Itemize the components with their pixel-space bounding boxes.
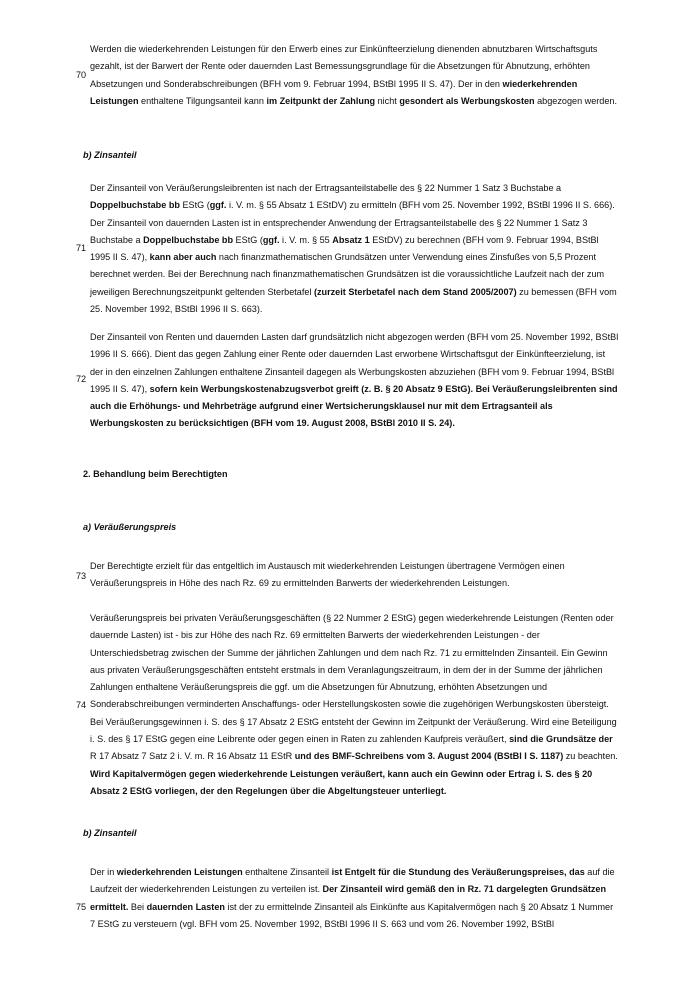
bold-text-run: Wird Kapitalvermögen gegen wiederkehrende Leistungen veräußert, kann auch ein Gewinn oder Ertrag i. S. des § 20 Absatz 2 EStG vorliegen, der den Regelungen über die Abgeltungsteuer unterliegt. — [90, 768, 593, 796]
text-run: EStG ( — [179, 200, 210, 211]
bold-text-run: Doppelbuchstabe bb — [90, 200, 180, 211]
margin-number-74: 74 — [76, 700, 87, 710]
paragraph-74 — [90, 610, 620, 800]
margin-number-75: 75 — [76, 902, 87, 912]
bold-text-run: im Zeitpunkt der Zahlung — [266, 95, 376, 106]
text-run: abgezogen werden. — [534, 95, 618, 106]
paragraph-72 — [90, 329, 620, 433]
text-run: nach finanzmathematischen Grundsätzen unter Verwendung eines Zinsfußes von 5,5 Prozent berechnet werden. Bei der Berechnung nach finanzmathematischen Grundsätzen ist die voraussichtliche Laufzeit nach der zum jeweiligen Berechnungszeitpunkt geltenden Sterbetafel — [90, 252, 605, 297]
bold-text-run: wiederkehrenden Leistungen — [90, 78, 578, 106]
bold-text-run: und des BMF-Schreibens vom 3. August 2004 (BStBl I S. 1187) — [294, 751, 564, 762]
paragraph-71 — [90, 180, 620, 318]
heading-zinsanteil-2: b) Zinsanteil — [83, 828, 137, 838]
bold-text-run: sofern kein Werbungskostenabzugsverbot greift (z. B. § 20 Absatz 9 EStG). Bei Veräußerungsleibrenten sind auch die Erhöhungs- und Mehrbeträge aufgrund einer Wertsicherungsklausel nur mit dem Ertragsanteil als Werbungskosten zu berücksichtigen (BFH vom 19. August 2008, BStBl 2010 II S. 24). — [90, 383, 618, 429]
margin-number-71: 71 — [76, 243, 87, 253]
text-run: Der in — [90, 867, 117, 877]
paragraph-70 — [90, 41, 620, 110]
text-run: ist der zu ermittelnde Zinsanteil als Einkünfte aus Kapitalvermögen nach § 20 Absatz 1 Nummer 7 EStG zu versteuern (vgl. BFH vom 25. November 1992, BStBl 1996 II S. 663 und vom 26. November 1992, BStBl — [90, 901, 614, 929]
text-run: R 17 Absatz 7 Satz 2 i. V. m. R 16 Absatz 11 EStR — [90, 751, 295, 762]
bold-text-run: dauernden Lasten — [146, 901, 225, 912]
text-run: auf die Laufzeit der wiederkehrenden Leistungen zu verteilen ist. — [90, 867, 615, 895]
text-run: enthaltene Zinsanteil — [242, 867, 332, 877]
bold-text-run: Der Zinsanteil wird gemäß den in Rz. 71 dargelegten Grundsätzen ermittelt. — [90, 884, 607, 912]
text-run: Der Berechtigte erzielt für das entgeltlich im Austausch mit wiederkehrenden Leistungen übertragene Vermögen einen Veräußerungspreis in Höhe des nach Rz. 69 zu ermittelnden Barwerts der wiederkehrenden Leistungen. — [90, 561, 565, 589]
heading-zinsanteil-1: b) Zinsanteil — [83, 150, 137, 160]
paragraph-75 — [90, 864, 620, 933]
bold-text-run: gesondert als Werbungskosten — [399, 95, 535, 106]
heading-veraeusserungspreis: a) Veräußerungspreis — [83, 522, 177, 532]
margin-number-70: 70 — [76, 70, 87, 80]
margin-number-72: 72 — [76, 374, 87, 384]
text-run: Der Zinsanteil von Renten und dauernden Lasten darf grundsätzlich nicht abgezogen werden (BFH vom 25. November 1992, BStBl 1996 II S. 666). Dient das gegen Zahlung einer Rente oder dauernden Last erworbene Wirtschaftsgut der Einkünfteerzielung, ist der in den einzelnen Zahlungen enthaltene Zinsanteil dagegen als Werbungskosten abzuziehen (BFH vom 9. Februar 1994, BStBl 1995 II S. 47), — [90, 332, 619, 394]
bold-text-run: ggf. — [209, 200, 227, 211]
margin-number-73: 73 — [76, 571, 87, 581]
text-run: Werden die wiederkehrenden Leistungen für den Erwerb eines zur Einkünfteerzielung dienenden abnutzbaren Wirtschaftsguts gezahlt, ist der Barwert der Rente oder dauernden Last Bemessungsgrundlage für die Absetzungen für Abnutzung, erhöhten Absetzungen und Sonderabschreibungen (BFH vom 9. Februar 1994, BStBl 1995 II S. 47). Der in den — [90, 44, 598, 89]
text-run: enthaltene Tilgungsanteil kann — [138, 95, 267, 106]
text-run: i. V. m. § 55 — [279, 234, 333, 245]
bold-text-run: wiederkehrenden Leistungen — [116, 867, 243, 877]
text-run: EStDV) zu berechnen (BFH vom 9. Februar 1994, BStBl 1995 II S. 47), — [90, 234, 599, 263]
bold-text-run: ist Entgelt für die Stundung des Veräußerungspreises, das — [331, 867, 585, 877]
bold-text-run: kann aber auch — [149, 252, 217, 263]
paragraph-73 — [90, 558, 620, 593]
heading-behandlung-berechtigter: 2. Behandlung beim Berechtigten — [83, 469, 228, 479]
bold-text-run: sind die Grundsätze der — [509, 734, 613, 745]
bold-text-run: Absatz 1 — [332, 234, 370, 245]
bold-text-run: (zurzeit Sterbetafel nach dem Stand 2005/2007) — [313, 286, 517, 297]
text-run: i. V. m. § 55 Absatz 1 EStDV) zu ermitteln (BFH vom 25. November 1992, BStBl 1996 II S. 666). Der Zinsanteil von dauernden Lasten ist in entsprechender Anwendung der Ertragsanteilstabelle des § 22 Nummer 1 Satz 3 Buchstabe a — [90, 200, 615, 245]
text-run: EStG ( — [233, 234, 263, 245]
text-run: nicht — [375, 95, 400, 106]
text-run: Veräußerungspreis bei privaten Veräußerungsgeschäften (§ 22 Nummer 2 EStG) gegen wiederkehrende Leistungen (Renten oder dauernde Lasten) ist - bis zur Höhe des nach Rz. 69 ermittelten Barwerts der wiederkehrenden Leistungen - der Unterschiedsbetrag zwischen der Summe der jährlichen Zahlungen und dem nach Rz. 71 zu ermittelnden Zinsanteil. Ein Gewinn aus privaten Veräußerungsgeschäften entsteht erstmals in dem Veranlagungszeitraum, in dem der in der Summe der jährlichen Zahlungen enthaltene Veräußerungspreis die ggf. um die Absetzungen für Abnutzung, erhöhten Absetzungen und Sonderabschreibungen verminderten Anschaffungs- oder Herstellungskosten sowie die zugehörigen Werbungskosten übersteigt. Bei Veräußerungsgewinnen i. S. des § 17 Absatz 2 EStG entsteht der Gewinn im Zeitpunkt der Veräußerung. Wird eine Beteiligung i. S. des § 17 EStG gegen eine Leibrente oder gegen einen in Raten zu zahlenden Kaufpreis veräußert, — [90, 613, 617, 745]
text-run: zu beachten. — [563, 751, 618, 762]
text-run: zu bemessen (BFH vom 25. November 1992, BStBl 1996 II S. 663). — [90, 286, 617, 315]
text-run: Der Zinsanteil von Veräußerungsleibrenten ist nach der Ertragsanteilstabelle des § 22 Nummer 1 Satz 3 Buchstabe a — [90, 183, 562, 193]
text-run: Bei — [128, 901, 147, 912]
bold-text-run: Doppelbuchstabe bb — [143, 234, 234, 245]
bold-text-run: ggf. — [262, 234, 280, 245]
